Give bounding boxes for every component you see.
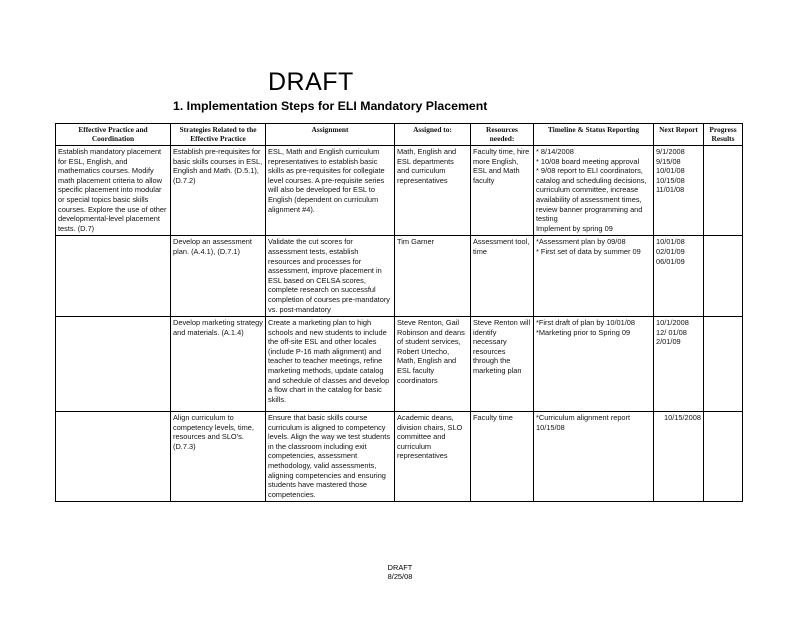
strategy-cell: Develop an assessment plan. (A.4.1), (D.7.1) xyxy=(171,236,266,317)
report-date: 10/01/08 xyxy=(656,166,685,176)
next-report-cell xyxy=(654,412,704,502)
column-header: Strategies Related to the Effective Practice xyxy=(171,124,266,146)
timeline-cell xyxy=(534,412,654,502)
timeline-line: * 8/14/2008 xyxy=(536,147,574,156)
resources-cell: Faculty time xyxy=(471,412,534,502)
assignment-cell: Validate the cut scores for assessment tests, establish resources and processes for assessment, improve placement in ESL based on CELSA scores, complete research on successful completion of courses pre-mandatory vs. post-mandatory xyxy=(266,236,395,317)
report-date: 2/01/09 xyxy=(656,337,681,347)
report-date: 9/15/08 xyxy=(656,156,681,166)
strategy-cell: Align curriculum to competency levels, time, resources and SLO's. (D.7.3) xyxy=(171,412,266,502)
footer-draft-label: DRAFT xyxy=(387,563,413,572)
column-header: Next Report xyxy=(654,124,704,146)
column-header: Progress Results xyxy=(704,124,743,146)
assignment-cell: Create a marketing plan to high schools and new students to include the off-site ESL and other locales (include P-16 math alignment) and teacher to teacher meetings, refine marketing methods, update catalog and schedule of classes and develop a flow chart in the catalog for basic skills. xyxy=(266,317,395,412)
timeline-line: *Curriculum alignment report 10/15/08 xyxy=(536,413,631,432)
assigned-to-cell: Tim Garner xyxy=(395,236,471,317)
report-date: 10/15/08 xyxy=(656,175,685,185)
progress-cell xyxy=(704,146,743,236)
timeline-line: *First draft of plan by 10/01/08 xyxy=(536,318,636,328)
report-date: 9/1/2008 xyxy=(656,147,685,156)
report-date: 10/01/08 xyxy=(656,237,685,247)
progress-cell xyxy=(704,236,743,317)
report-date: 10/1/2008 xyxy=(656,318,689,328)
next-report-cell xyxy=(654,146,704,236)
report-date: 12/ 01/08 xyxy=(656,327,687,337)
table-header-row xyxy=(56,124,743,146)
practice-cell xyxy=(56,412,171,502)
report-date: 06/01/09 xyxy=(656,256,685,266)
table-row xyxy=(56,317,743,412)
timeline-cell xyxy=(534,146,654,236)
timeline-line: *Marketing prior to Spring 09 xyxy=(536,327,631,337)
draft-title: DRAFT xyxy=(268,68,354,96)
timeline-cell xyxy=(534,317,654,412)
assignment-cell: ESL, Math and English curriculum representatives to establish basic skills as pre-requisites for collegiate level courses. A pre-requisite series will also be developed for ESL to English (dependent on curriculum alignment #4). xyxy=(266,146,395,236)
timeline-line: Implement by spring 09 xyxy=(536,223,613,233)
resources-cell: Faculty time, hire more English, ESL and Math faculty xyxy=(471,146,534,236)
footer-date: 8/25/08 xyxy=(387,572,413,581)
resources-cell: Steve Renton will identify necessary resources through the marketing plan xyxy=(471,317,534,412)
progress-cell xyxy=(704,317,743,412)
next-report-cell xyxy=(654,236,704,317)
report-date: 11/01/08 xyxy=(656,185,685,195)
strategy-cell: Develop marketing strategy and materials. (A.1.4) xyxy=(171,317,266,412)
timeline-line: * 10/08 board meeting approval xyxy=(536,156,640,166)
column-header: Resources needed: xyxy=(471,124,534,146)
assigned-to-cell: Academic deans, division chairs, SLO committee and curriculum representatives xyxy=(395,412,471,502)
report-date: 02/01/09 xyxy=(656,246,685,256)
table-row xyxy=(56,236,743,317)
strategy-cell: Establish pre-requisites for basic skills courses in ESL, English and Math. (D.5.1),(D.7.2) xyxy=(171,146,266,236)
assigned-to-cell: Math, English and ESL departments and curriculum representatives xyxy=(395,146,471,236)
page-footer xyxy=(330,563,470,581)
column-header: Assigned to: xyxy=(395,124,471,146)
practice-cell xyxy=(56,236,171,317)
report-date: 10/15/2008 xyxy=(664,413,701,423)
timeline-cell xyxy=(534,236,654,317)
assignment-cell: Ensure that basic skills course curriculum is aligned to competency levels. Align the way we test students in the classroom including exit competencies, assessment methodology, valid assessments, aligning competencies and ensuring students have mastered those competencies. xyxy=(266,412,395,502)
resources-cell: Assessment tool, time xyxy=(471,236,534,317)
column-header: Effective Practice and Coordination xyxy=(56,124,171,146)
progress-cell xyxy=(704,412,743,502)
timeline-line: *Assessment plan by 09/08 xyxy=(536,237,626,247)
assigned-to-cell: Steve Renton, Gail Robinson and deans of student services, Robert Urtecho, Math, English and ESL faculty coordinators xyxy=(395,317,471,412)
implementation-table xyxy=(55,123,743,502)
column-header: Assignment xyxy=(266,124,395,146)
practice-cell xyxy=(56,317,171,412)
timeline-line: * 9/08 report to ELI coordinators, catalog and scheduling decisions, curriculum committee, increase availability of assessment times, review banner programming and testing xyxy=(536,166,647,224)
table-row xyxy=(56,146,743,236)
table-row xyxy=(56,412,743,502)
practice-cell: Establish mandatory placement for ESL, English, and mathematics courses. Modify math placement criteria to allow specific placement into modular or special topics basic skills courses. Explore the use of other developmental-level placement tests. (D.7) xyxy=(56,146,171,236)
column-header: Timeline & Status Reporting xyxy=(534,124,654,146)
page-title: 1. Implementation Steps for ELI Mandatory Placement xyxy=(173,99,488,113)
next-report-cell xyxy=(654,317,704,412)
timeline-line: * First set of data by summer 09 xyxy=(536,246,641,256)
